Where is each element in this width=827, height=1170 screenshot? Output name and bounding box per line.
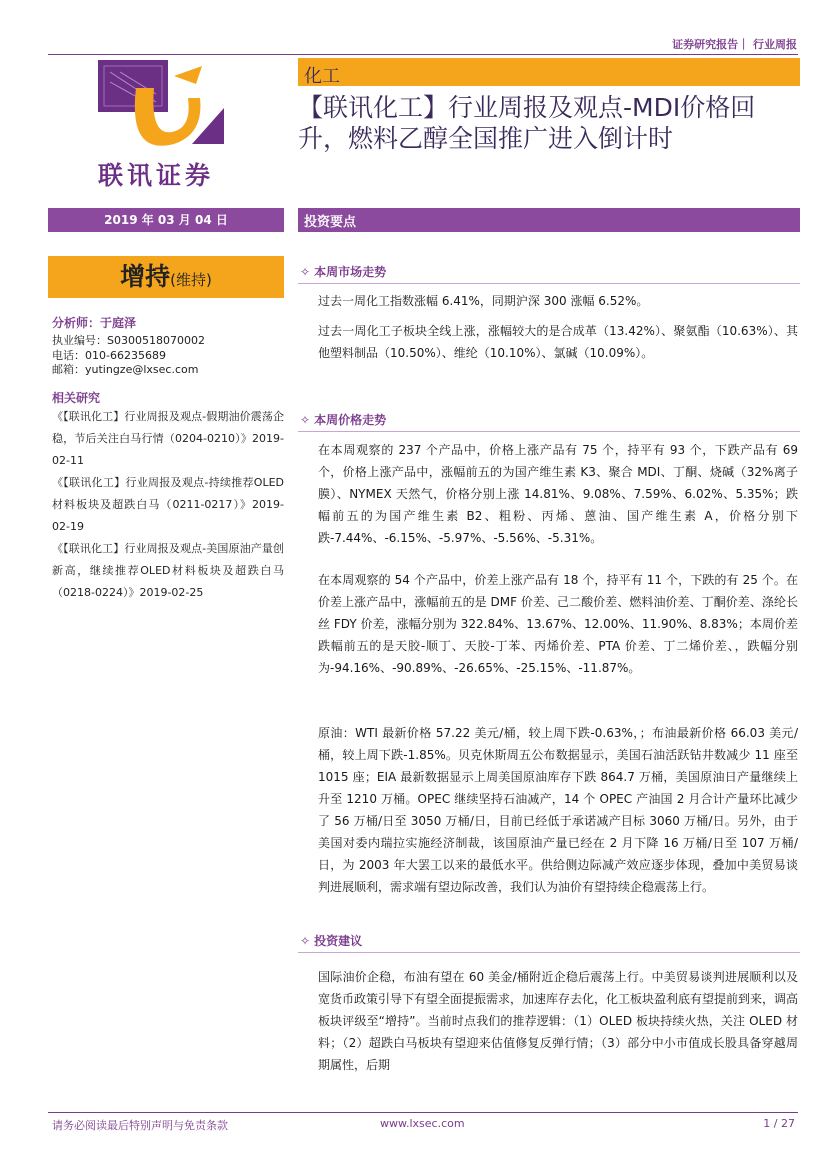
price-paragraph-1: 在本周观察的 237 个产品中，价格上涨产品有 75 个，持平有 93 个，下跌产品有 69 个，价格上涨产品中，涨幅前五的为国产维生素 K3、聚合 MDI、丁酮、烧碱（32%离子膜）、NYMEX 天然气，价格分别上涨 14.81%、9.08%、7.59%、6.02%、5.35%；跌幅前五的为国产维生素 B2、粗粉、丙烯、蒽油、国产维生素 A，价格分别下跌-7.44%、-6.15%、-5.97%、-5.56%、-5.31%。: [318, 443, 798, 545]
price-heading-text: 本周价格走势: [314, 413, 387, 427]
price-heading: [300, 411, 386, 428]
advice-heading: [300, 932, 362, 949]
footer-divider: [48, 1112, 798, 1113]
advice-heading-text: 投资建议: [314, 934, 363, 948]
header-divider: [48, 54, 798, 55]
analyst-phone: 电话：010-66235689: [52, 349, 166, 362]
footer-disclaimer[interactable]: 请务必阅读最后特别声明与免责条款: [52, 1119, 228, 1132]
report-date: 2019 年 03 月 04 日: [48, 208, 284, 232]
advice-paragraph-1: 国际油价企稳，布油有望在 60 美金/桶附近企稳后震荡上行。中美贸易谈判进展顺利以及宽货币政策引导下有望全面提振需求，加速库存去化，化工板块盈利底有望提前到来，调高板块评级至“增持”。当前时点我们的推荐逻辑：（1）OLED 板块持续火热，关注 OLED 材料；（2）超跌白马板块有望迎来估值修复反弹行情；（3）部分中小市值成长股具备穿越周期属性，后期: [318, 970, 798, 1072]
price-paragraph-3: 原油：WTI 最新价格 57.22 美元/桶，较上周下跌-0.63%，；布油最新价格 66.03 美元/桶，较上周下跌-1.85%。贝克休斯周五公布数据显示，美国石油活跃钻井数减少 11 座至 1015 座；EIA 最新数据显示上周美国原油库存下跌 864.7 万桶，美国原油日产量继续上升至 1210 万桶。OPEC 继续坚持石油减产，14 个 OPEC 产油国 2 月合计产量环比减少了 56 万桶/日至 3050 万桶/日，目前已经低于承诺减产目标 3060 万桶/日。另外，由于美国对委内瑞拉实施经济制裁，该国原油产量已经在 2 月下降 16 万桶/日至 107 万桶/日，为 2003 年大罢工以来的最低水平。供给侧边际减产效应逐步体现，叠加中美贸易谈判进展顺利，需求端有望边际改善，我们认为油价有望持续企稳震荡上行。: [318, 726, 798, 894]
analyst-name: 分析师：于庭泽: [52, 316, 137, 330]
market-heading-underline: [298, 283, 800, 284]
footer-page-number: 1 / 27: [763, 1117, 795, 1130]
diamond-bullet-icon: ✧: [300, 265, 311, 279]
related-research-item[interactable]: 《【联讯化工】行业周报及观点-美国原油产量创新高，继续推荐OLED材料板块及超跌白马（0218-0224）》2019-02-25: [52, 542, 284, 599]
advice-heading-underline: [298, 952, 800, 953]
section-title: 投资要点: [304, 215, 357, 230]
category-bar: [298, 58, 800, 86]
related-research-item[interactable]: 《【联讯化工】行业周报及观点-持续推荐OLED 材料板块及超跌白马（0211-0217）》2019-02-19: [52, 476, 284, 533]
related-research-item[interactable]: 《【联讯化工】行业周报及观点-假期油价震荡企稳，节后关注白马行情（0204-0210）》2019-02-11: [52, 410, 284, 467]
category-label: 化工: [304, 66, 340, 87]
market-heading-text: 本周市场走势: [314, 265, 387, 279]
report-type-label: 证券研究报告｜ 行业周报: [672, 38, 797, 51]
footer-website[interactable]: www.lxsec.com: [380, 1117, 465, 1130]
related-research-title: 相关研究: [52, 391, 101, 405]
rating-main: 增持: [120, 262, 171, 291]
diamond-bullet-icon: ✧: [300, 934, 311, 948]
diamond-bullet-icon: ✧: [300, 413, 311, 427]
company-name: 联讯证券: [98, 161, 215, 190]
report-title: 【联讯化工】行业周报及观点-MDI价格回升，燃料乙醇全国推广进入倒计时: [298, 93, 756, 153]
market-paragraph-1: 过去一周化工指数涨幅 6.41%，同期沪深 300 涨幅 6.52%。: [318, 294, 649, 308]
price-heading-underline: [298, 431, 800, 432]
rating-badge: [48, 256, 284, 298]
analyst-email: 邮箱：yutingze@lxsec.com: [52, 363, 199, 376]
analyst-license: 执业编号：S0300518070002: [52, 334, 205, 347]
rating-sub: (维持): [170, 271, 212, 289]
market-paragraph-2: 过去一周化工子板块全线上涨，涨幅较大的是合成革（13.42%）、聚氨酯（10.63%）、其他塑料制品（10.50%）、维纶（10.10%）、氯碱（10.09%）。: [318, 324, 798, 360]
section-header-bar: [298, 208, 800, 232]
market-heading: [300, 263, 386, 280]
price-paragraph-2: 在本周观察的 54 个产品中，价差上涨产品有 18 个，持平有 11 个，下跌的有 25 个。在价差上涨产品中，涨幅前五的是 DMF 价差、己二酸价差、燃料油价差、丁酮价差、涤纶长丝 FDY 价差，涨幅分别为 322.84%、13.67%、12.00%、11.90%、8.83%；本周价差跌幅前五的是天胶-顺丁、天胶-丁苯、丙烯价差、PTA 价差、丁二烯价差、，跌幅分别为-94.16%、-90.89%、-26.65%、-25.15%、-11.87%。: [318, 573, 798, 675]
